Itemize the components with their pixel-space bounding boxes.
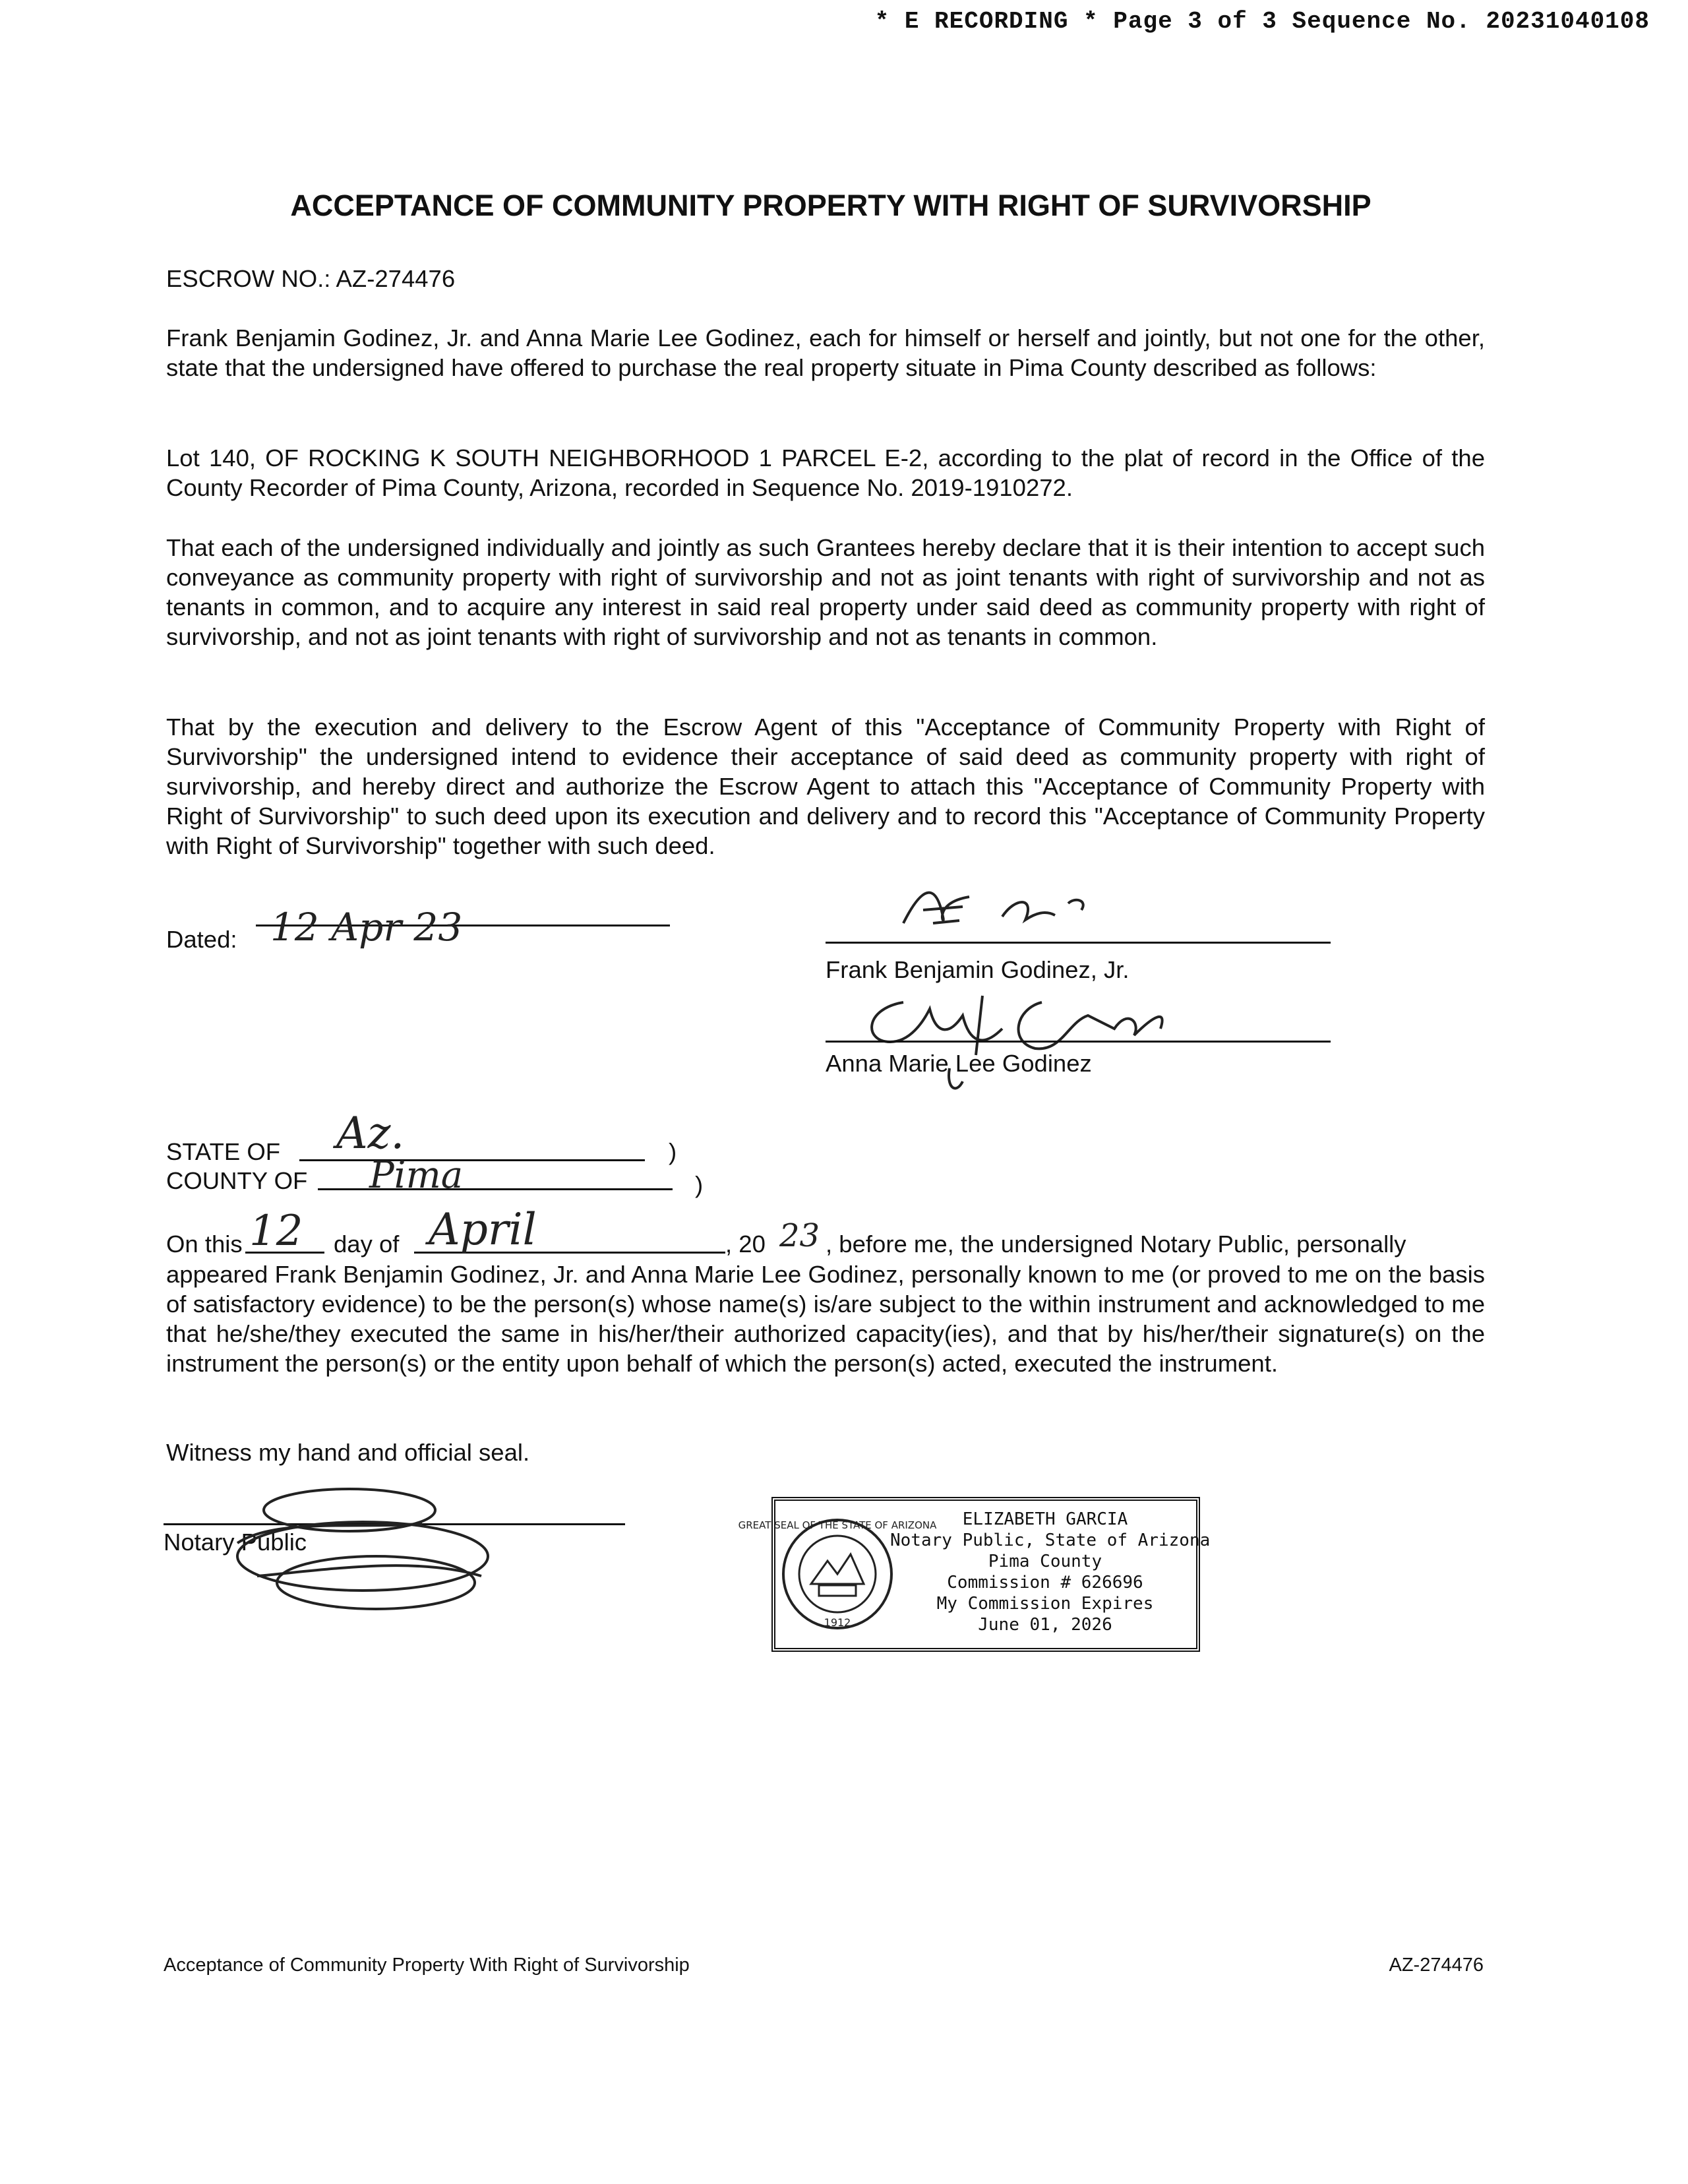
seal-line: Pima County [988, 1552, 1102, 1571]
signature-line-frank [826, 942, 1331, 944]
paragraph-parties: Frank Benjamin Godinez, Jr. and Anna Marie Lee Godinez, each for himself or herself and jointly, but not one for the other, state that the undersigned have offered to purchase the real property situate in Pima County described as follows: [166, 324, 1485, 381]
signer-name-anna: Anna Marie Lee Godinez [826, 1050, 1092, 1077]
on-this-label: On this [166, 1230, 243, 1258]
county-handwritten: Pima [369, 1154, 464, 1197]
day-handwritten: 12 [249, 1207, 303, 1256]
dated-handwritten: 12 Apr 23 [270, 905, 463, 950]
day-of-label: day of [334, 1230, 400, 1258]
arizona-seal-icon [738, 1505, 937, 1643]
notary-signature [198, 1477, 514, 1629]
seal-line: June 01, 2026 [978, 1615, 1112, 1635]
county-paren: ) [695, 1171, 704, 1198]
footer-title: Acceptance of Community Property With Right of Survivorship [164, 1955, 690, 1976]
seal-emblem-text: GREAT SEAL OF THE STATE OF ARIZONA [738, 1519, 937, 1531]
ack-text-first: , before me, the undersigned Notary Public, personally [826, 1230, 1406, 1258]
footer-escrow: AZ-274476 [1389, 1955, 1484, 1976]
signature-line-anna [826, 1041, 1331, 1043]
month-handwritten: April [429, 1204, 537, 1255]
dated-label: Dated: [166, 926, 237, 953]
seal-emblem-year: 1912 [824, 1616, 851, 1629]
state-handwritten: Az. [336, 1108, 405, 1159]
ack-text: appeared Frank Benjamin Godinez, Jr. and Anna Marie Lee Godinez, personally known to me (or proved to me on the basis of satisfactory evidence) to be the person(s) whose name(s) is/are subject to the within instrument and acknowledged to me that he/she/they executed the same in his/her/their authorized capacity(ies), and that by his/her/their signature(s) on the instrument the person(s) or the entity upon behalf of which the person(s) acted, executed the instrument. [166, 1261, 1485, 1377]
seal-text [890, 1509, 1211, 1635]
seal-line: Notary Public, State of Arizona [890, 1531, 1211, 1550]
state-paren: ) [669, 1138, 677, 1165]
year-handwritten: 23 [779, 1217, 820, 1254]
signer-name-frank: Frank Benjamin Godinez, Jr. [826, 956, 1130, 983]
document-title: ACCEPTANCE OF COMMUNITY PROPERTY WITH RIGHT OF SURVIVORSHIP [290, 189, 1372, 222]
escrow-number: ESCROW NO.: AZ-274476 [166, 265, 456, 292]
county-label: COUNTY OF [166, 1167, 308, 1194]
state-label: STATE OF [166, 1138, 281, 1165]
paragraph-execution: That by the execution and delivery to the Escrow Agent of this "Acceptance of Community Property with Right of Survivorship" the undersigned intend to evidence their acceptance of said deed as community property with right of survivorship, and hereby direct and authorize the Escrow Agent to attach this "Acceptance of Community Property with Right of Survivorship" to such deed upon its execution and delivery and to record this "Acceptance of Community Property with Right of Survivorship" together with such deed. [166, 713, 1485, 859]
signature-frank [884, 877, 1160, 936]
state-line [299, 1159, 645, 1161]
seal-line: Commission # 626696 [947, 1573, 1143, 1592]
paragraph-declaration: That each of the undersigned individually and jointly as such Grantees hereby declare that it is their intention to accept such conveyance as community property with right of survivorship and not as joint tenants with right of survivorship and not as tenants in common, and to acquire any interest in said real property under said deed as community property with right of survivorship, and not as joint tenants with right of survivorship and not as tenants in common. [166, 534, 1485, 650]
seal-line: My Commission Expires [936, 1594, 1154, 1614]
witness-text: Witness my hand and official seal. [166, 1439, 530, 1466]
notary-public-label: Notary Public [164, 1529, 307, 1556]
paragraph-legal-description: Lot 140, OF ROCKING K SOUTH NEIGHBORHOOD 1 PARCEL E-2, according to the plat of record in the Office of the County Recorder of Pima County, Arizona, recorded in Sequence No. 2019-1910272. [166, 444, 1485, 501]
recording-header: * E RECORDING * Page 3 of 3 Sequence No. 20231040108 [874, 8, 1650, 35]
year-prefix: , 20 [725, 1230, 766, 1258]
seal-line: ELIZABETH GARCIA [962, 1509, 1128, 1529]
